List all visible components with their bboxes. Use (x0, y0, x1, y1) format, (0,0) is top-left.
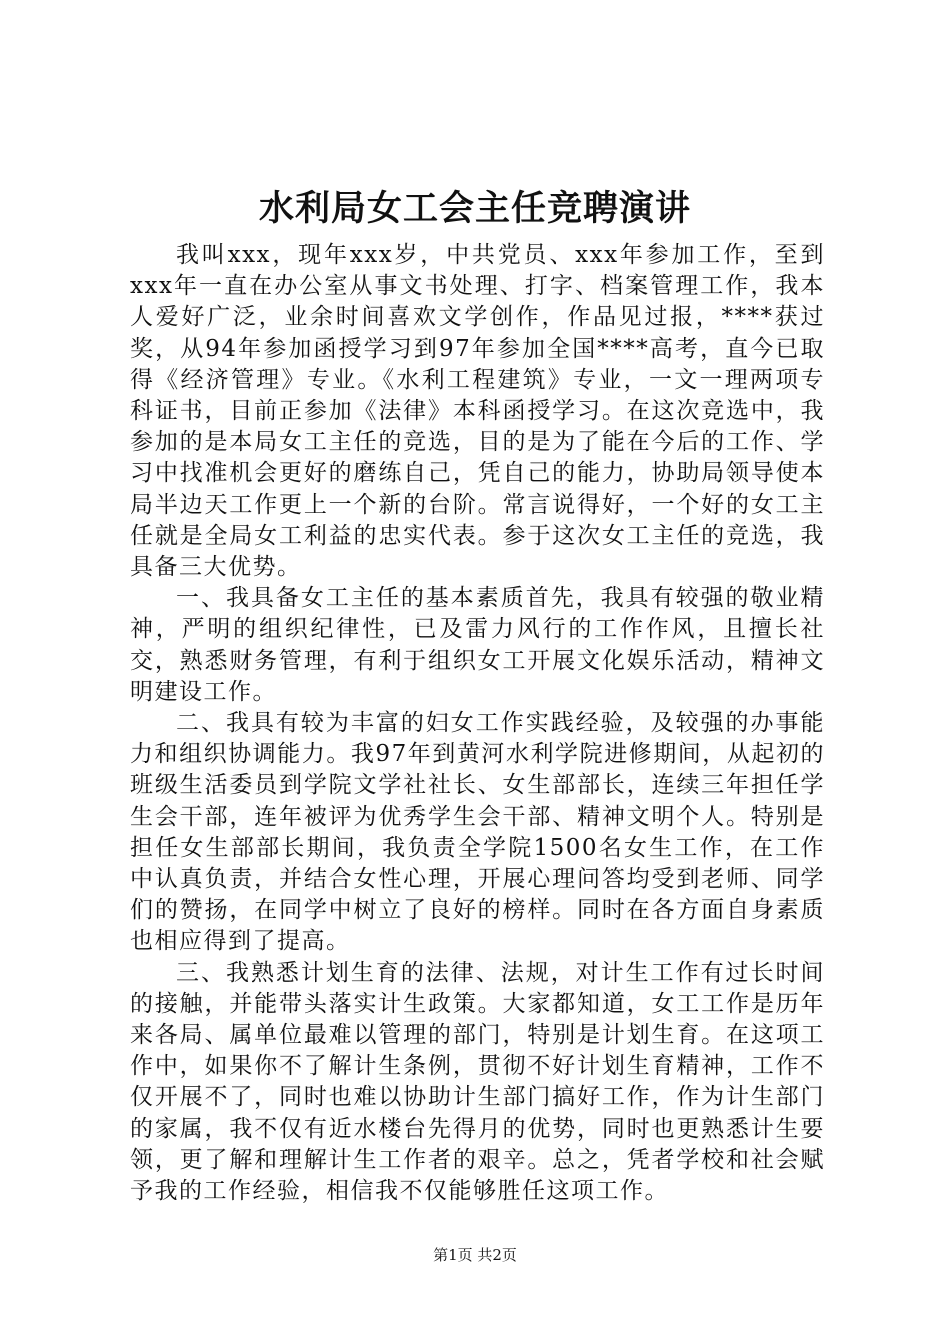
paragraph-advantage-1: 一、我具备女工主任的基本素质首先，我具有较强的敬业精神，严明的组织纪律性，已及雷力风行的工作作风，且擅长社交，熟悉财务管理，有利于组织女工开展文化娱乐活动，精神文明建设工作。 (130, 585, 825, 705)
paragraph-intro: 我叫xxx，现年xxx岁，中共党员、xxx年参加工作，至到xxx年一直在办公室从事文书处理、打字、档案管理工作，我本人爱好广泛，业余时间喜欢文学创作，作品见过报，****获过奖，从94年参加函授学习到97年参加全国****高考，直今已取得《经济管理》专业。《水利工程建筑》专业，一文一理两项专科证书，目前正参加《法律》本科函授学习。在这次竞选中，我参加的是本局女工主任的竞选，目的是为了能在今后的工作、学习中找准机会更好的磨练自己，凭自己的能力，协助局领导使本局半边天工作更上一个新的台阶。常言说得好，一个好的女工主任就是全局女工利益的忠实代表。参于这次女工主任的竞选，我具备三大优势。 (130, 242, 825, 581)
page-number-footer: 第1页 共2页 (433, 1246, 517, 1264)
document-title: 水利局女工会主任竞聘演讲 (258, 188, 691, 229)
paragraph-advantage-2: 二、我具有较为丰富的妇女工作实践经验，及较强的办事能力和组织协调能力。我97年到黄河水利学院进修期间，从起初的班级生活委员到学院文学社社长、女生部部长，连续三年担任学生会干部，连年被评为优秀学生会干部、精神文明个人。特别是担任女生部部长期间，我负责全学院1500名女生工作，在工作中认真负责，并结合女性心理，开展心理问答均受到老师、同学们的赞扬，在同学中树立了良好的榜样。同时在各方面自身素质也相应得到了提高。 (130, 710, 825, 955)
paragraph-advantage-3: 三、我熟悉计划生育的法律、法规，对计生工作有过长时间的接触，并能带头落实计生政策。大家都知道，女工工作是历年来各局、属单位最难以管理的部门，特别是计划生育。在这项工作中，如果你不了解计生条例，贯彻不好计划生育精神，工作不仅开展不了，同时也难以协助计生部门搞好工作，作为计生部门的家属，我不仅有近水楼台先得月的优势，同时也更熟悉计生要领，更了解和理解计生工作者的艰辛。总之，凭者学校和社会赋予我的工作经验，相信我不仅能够胜任这项工作。 (130, 959, 825, 1205)
document-body (130, 240, 825, 1207)
